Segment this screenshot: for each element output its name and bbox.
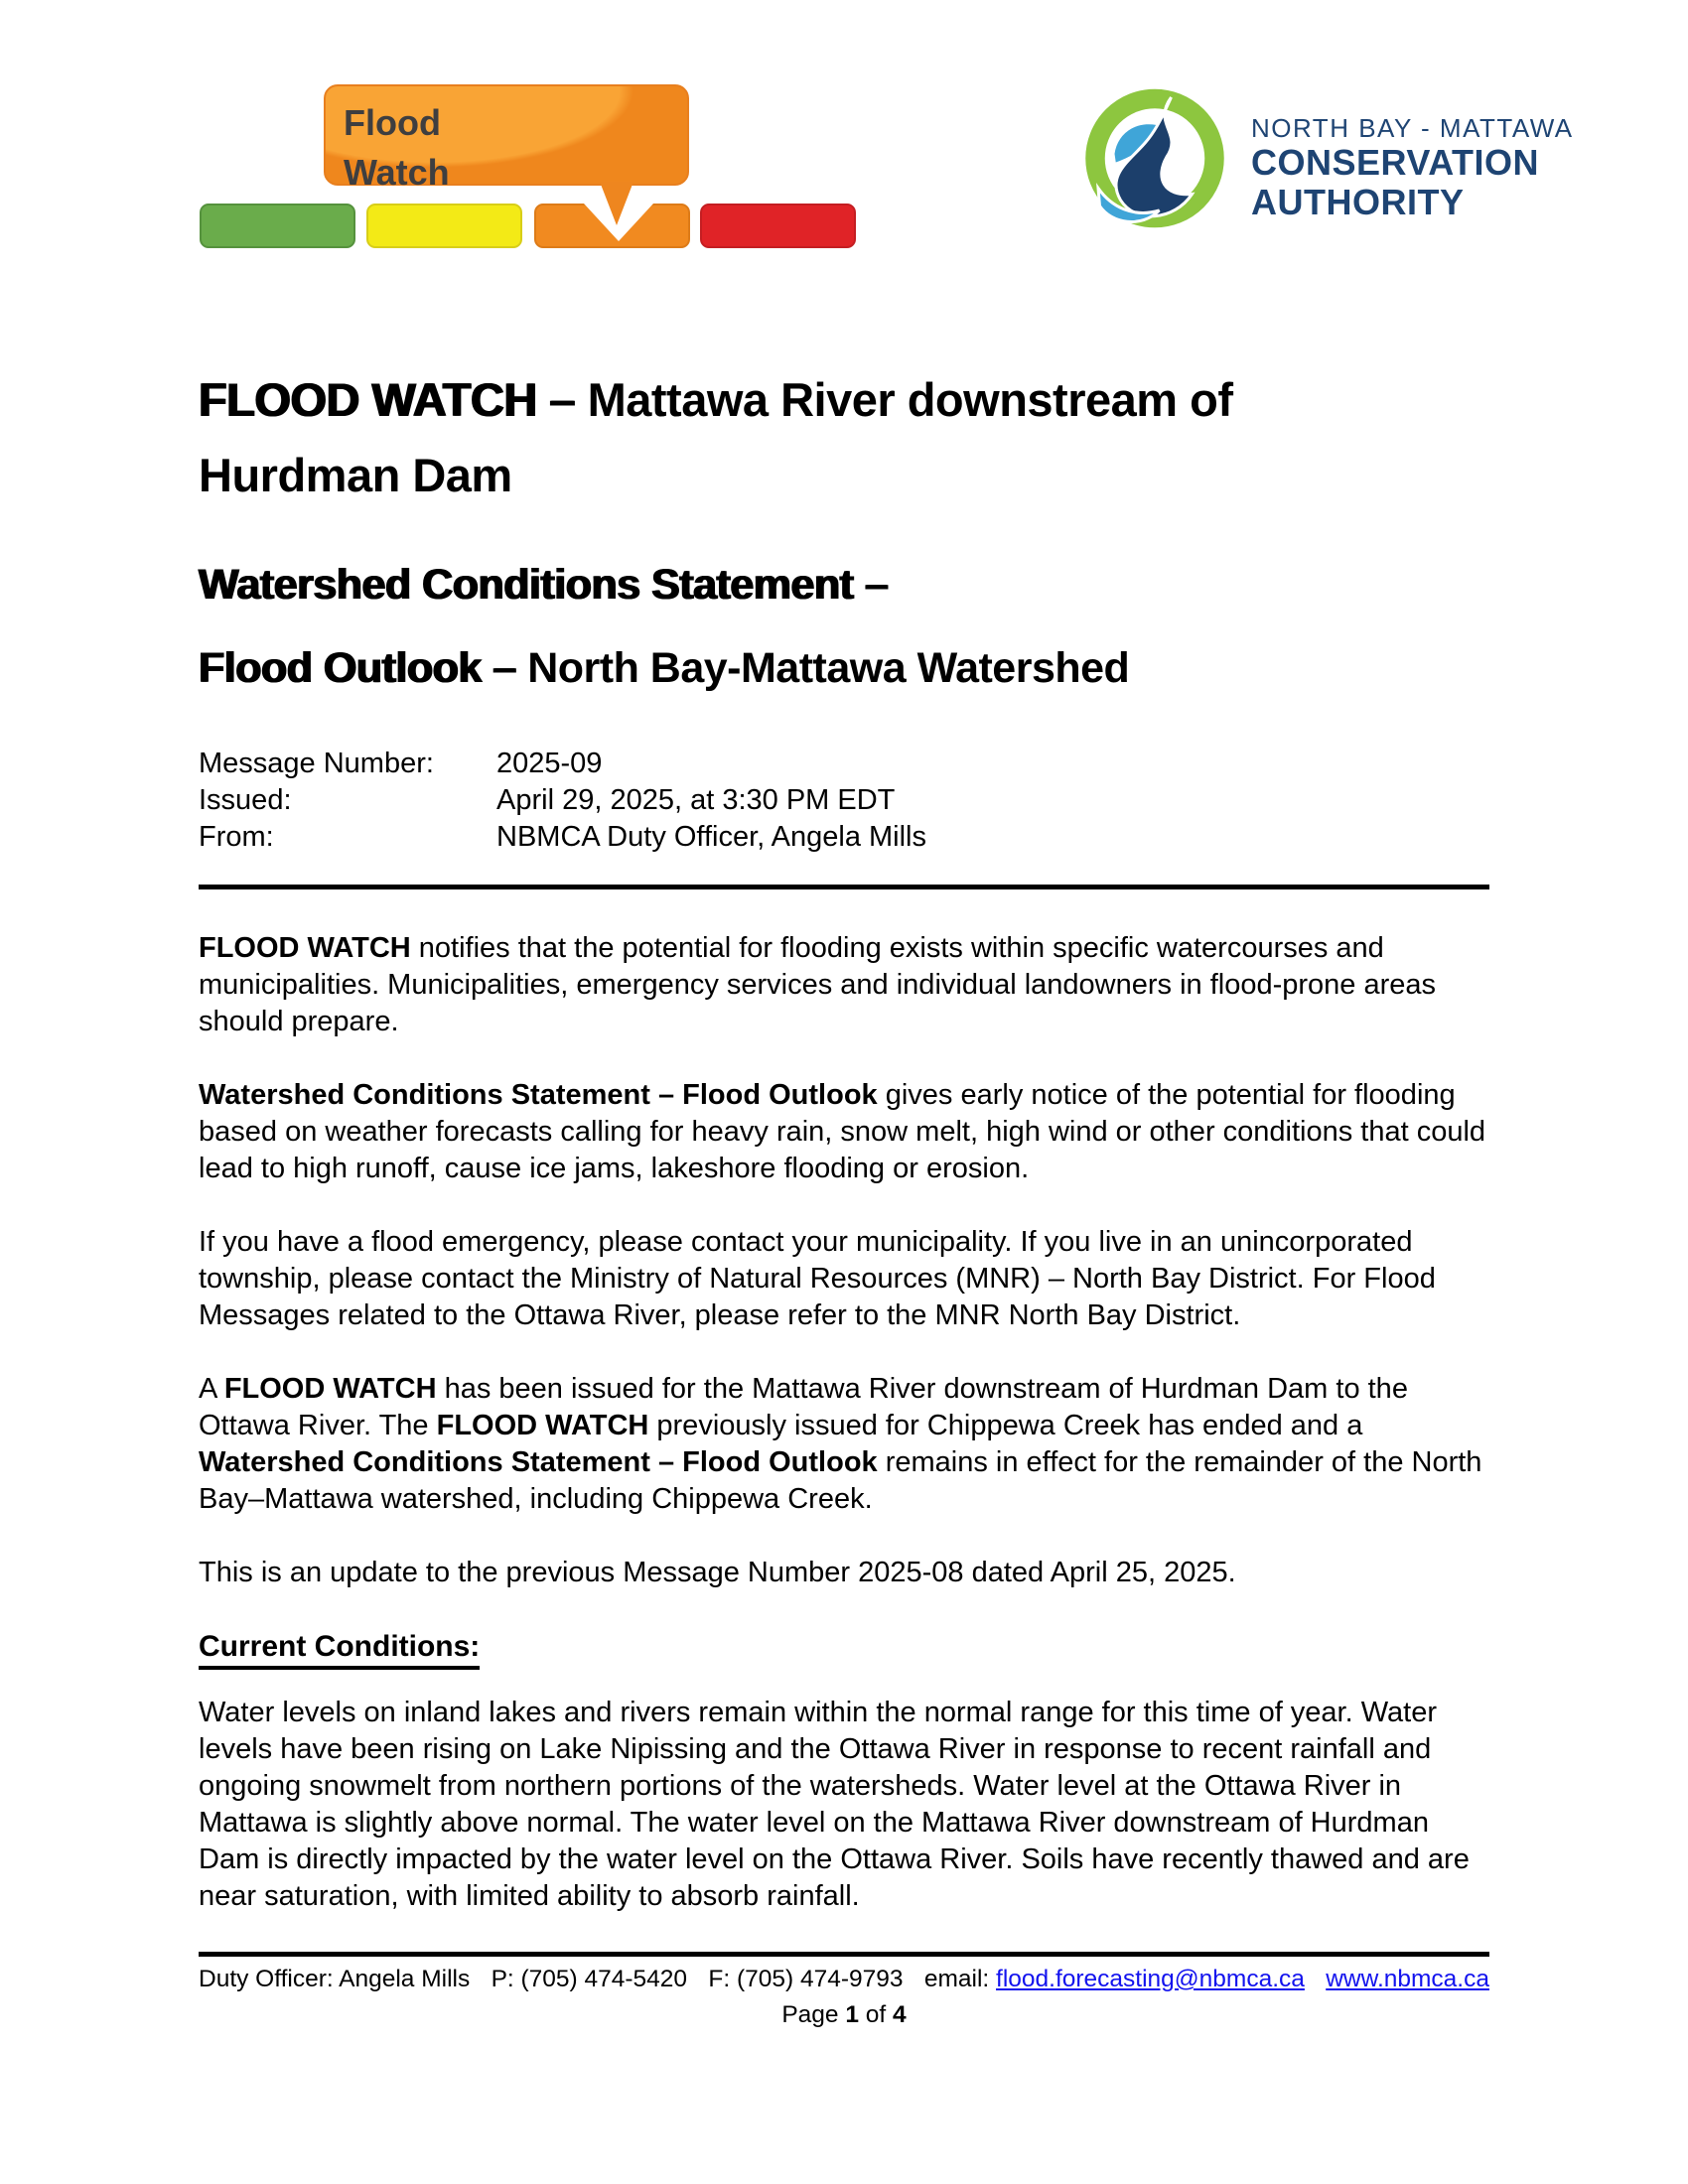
logo-region-line: NORTH BAY - MATTAWA [1251, 113, 1574, 143]
message-number-label: Message Number: [199, 748, 434, 779]
severity-level-yellow-swatch [366, 204, 522, 248]
page-number-current: 1 [845, 2001, 859, 2028]
paragraph-watch-issued: A FLOOD WATCH has been issued for the Mattawa River downstream of Hurdman Dam to the Ottawa River. The FLOOD WATCH previously issued for Chippewa Creek has ended and a Watershed Conditions Statement – Flood Outlook remains in effect for the remainder of the North Bay–Mattawa watershed, including Chippewa Creek. [199, 1373, 1482, 1515]
message-number-row [199, 746, 1489, 782]
issued-value: April 29, 2025, at 3:30 PM EDT [496, 784, 896, 816]
page-subtitle-line2: Flood Outlook – North Bay-Mattawa Watershed [199, 644, 1130, 692]
footer-phone: P: (705) 474-5420 [491, 1966, 688, 1992]
paragraph-current-conditions: Water levels on inland lakes and rivers remain within the normal range for this time of year. Water levels have been rising on Lake Nipissing and the Ottawa River in response to recent rainfall and ongoing snowmelt from northern portions of the watersheds. Water level at the Ottawa River in Mattawa is slightly above normal. The water level on the Mattawa River downstream of Hurdman Dam is directly impacted by the water level on the Ottawa River. Soils have recently thawed and are near saturation, with limited ability to absorb rainfall. [199, 1697, 1470, 1912]
logo-authority-line: AUTHORITY [1251, 182, 1465, 222]
document-body [0, 362, 1688, 1915]
page-title-line1: FLOOD WATCH – Mattawa River downstream of [199, 373, 1233, 426]
page-subtitle-line1: Watershed Conditions Statement – [199, 561, 889, 609]
current-conditions-heading: Current Conditions: [199, 1628, 1489, 1665]
badge-label-line2: Watch [344, 152, 450, 193]
body-copy [199, 930, 1489, 1915]
footer-fax: F: (705) 474-9793 [708, 1966, 904, 1992]
issued-label: Issued: [199, 784, 292, 816]
page-number [199, 2001, 1489, 2029]
nbmca-logo [1080, 85, 1574, 234]
page-footer [199, 1952, 1489, 2029]
page-number-total: 4 [893, 2001, 907, 2028]
footer-email-link[interactable]: flood.forecasting@nbmca.ca [996, 1966, 1305, 1992]
message-number-value: 2025-09 [496, 748, 603, 779]
from-label: From: [199, 821, 274, 853]
footer-email-label: email: [923, 1966, 997, 1992]
from-value: NBMCA Duty Officer, Angela Mills [496, 821, 927, 853]
footer-email [924, 1966, 1305, 1993]
footer-website-link[interactable]: www.nbmca.ca [1326, 1966, 1489, 1992]
issued-row [199, 782, 1489, 819]
paragraph-update-note: This is an update to the previous Message Number 2025-08 dated April 25, 2025. [199, 1557, 1236, 1588]
logo-conservation-line: CONSERVATION [1251, 142, 1540, 183]
footer-contact-row [199, 1966, 1489, 1993]
flood-watch-badge [324, 84, 689, 193]
nbmca-logo-wordmark [1251, 85, 1574, 222]
page-number-prefix: Page [781, 2001, 846, 2028]
paragraph-emergency-contacts: If you have a flood emergency, please contact your municipality. If you live in an unincorporated township, please contact the Ministry of Natural Resources (MNR) – North Bay District. For Flood Messages related to the Ottawa River, please refer to the MNR North Bay District. [199, 1226, 1436, 1331]
message-info-block [199, 746, 1489, 856]
document-header [0, 0, 1688, 260]
page-number-of: of [858, 2001, 894, 2028]
page-subtitle [199, 543, 1489, 710]
severity-level-green-swatch [200, 204, 355, 248]
severity-level-red-swatch [700, 204, 856, 248]
header-divider-rule [199, 885, 1489, 889]
flood-watch-badge-pointer [600, 182, 633, 225]
page-title [199, 362, 1489, 513]
nbmca-logo-icon [1080, 85, 1229, 234]
page-title-line2: Hurdman Dam [199, 449, 512, 501]
paragraph-flood-outlook-definition: Watershed Conditions Statement – Flood Outlook gives early notice of the potential for flooding based on weather forecasts calling for heavy rain, snow melt, high wind or other conditions that could lead to high runoff, cause ice jams, lakeshore flooding or erosion. [199, 1079, 1486, 1184]
badge-label-line1: Flood [344, 102, 441, 143]
paragraph-flood-watch-definition: FLOOD WATCH notifies that the potential for flooding exists within specific watercourses and municipalities. Municipalities, emergency services and individual landowners in flood-prone areas should prepare. [199, 932, 1437, 1037]
footer-duty-officer: Duty Officer: Angela Mills [199, 1966, 471, 1992]
from-row [199, 819, 1489, 856]
